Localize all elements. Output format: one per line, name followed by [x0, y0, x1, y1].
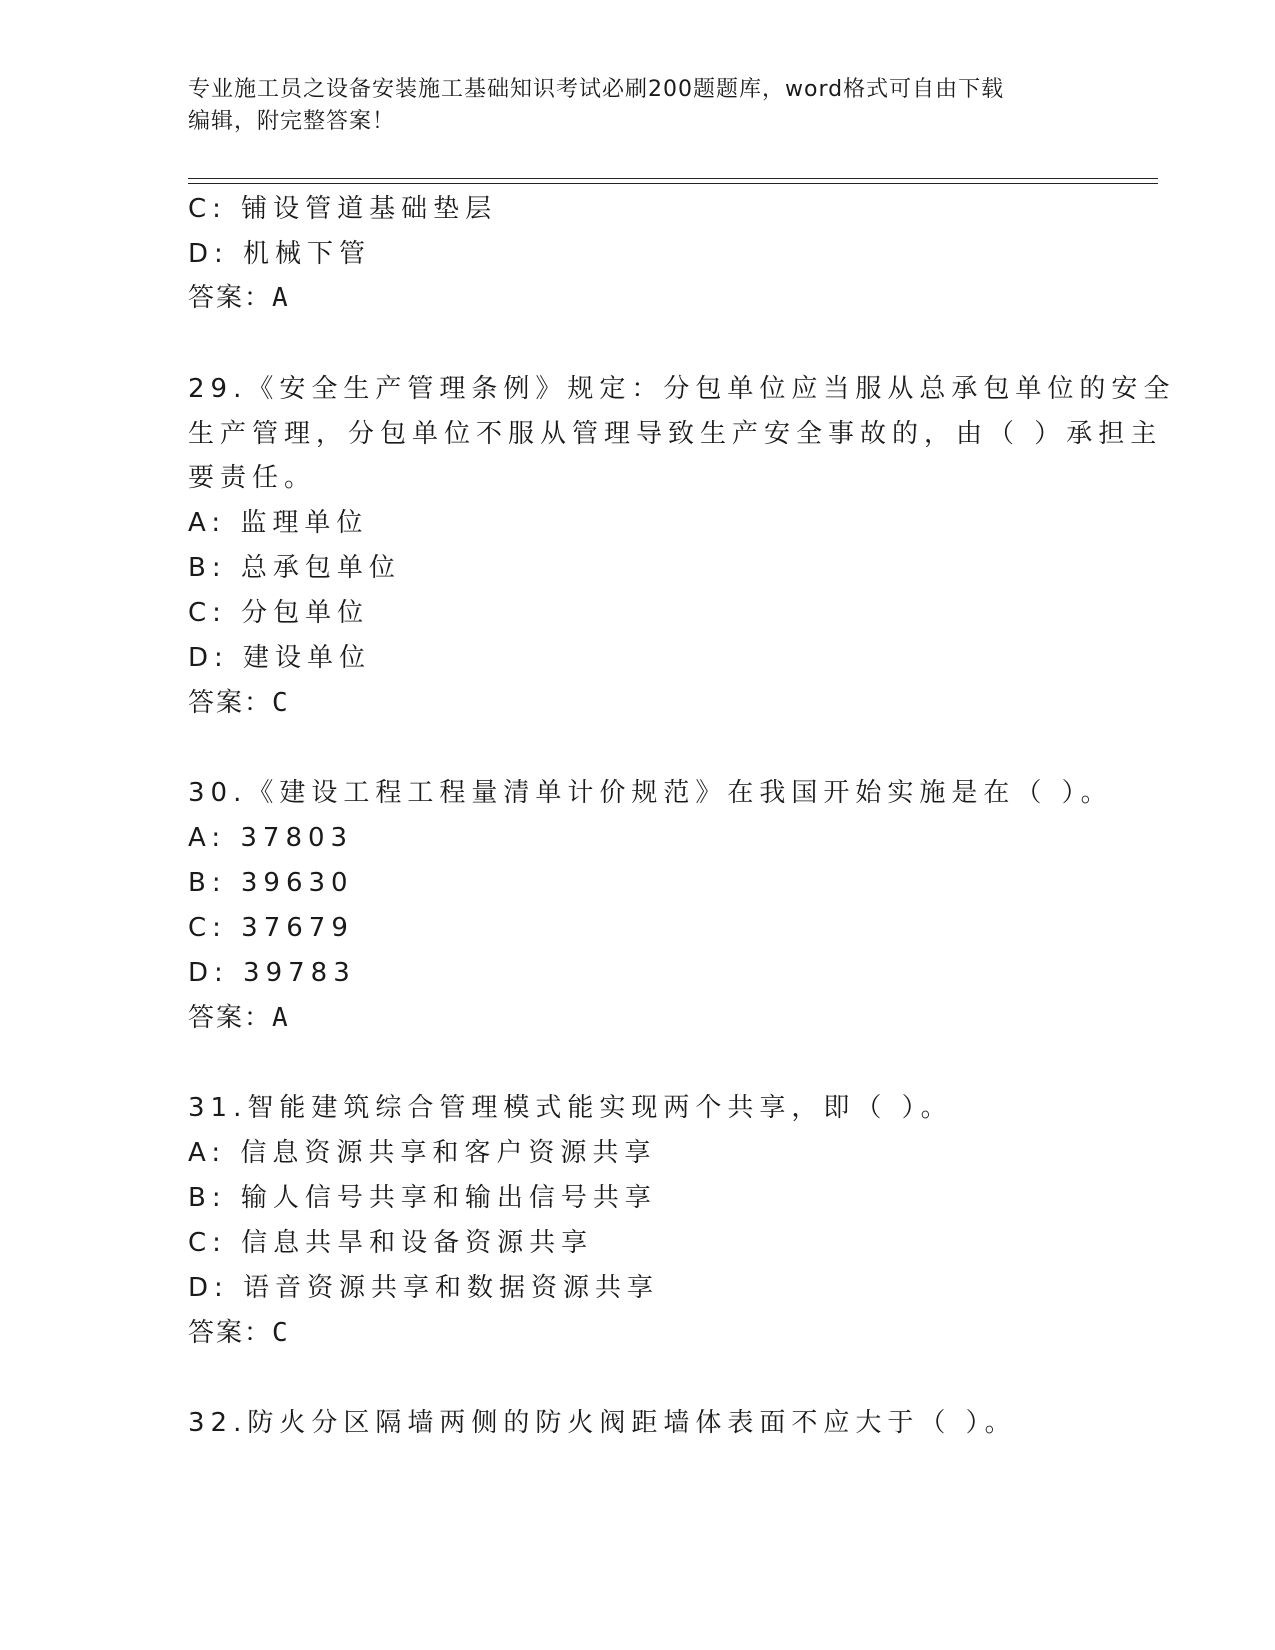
question-30-option-b: B: 39630 — [188, 868, 354, 898]
question-29-line-3: 要责任。 — [188, 463, 317, 493]
question-30-option-a: A: 37803 — [188, 823, 354, 853]
header-divider-bottom — [188, 183, 1158, 184]
option-d: D: 机械下管 — [188, 239, 372, 269]
question-30-answer: 答案：A — [188, 1003, 290, 1033]
question-29-option-b: B: 总承包单位 — [188, 553, 401, 583]
question-31-answer: 答案：C — [188, 1318, 290, 1348]
question-29-option-a: A: 监理单位 — [188, 508, 369, 538]
question-29-option-d: D: 建设单位 — [188, 643, 372, 673]
question-32-line-1: 32.防火分区隔墙两侧的防火阀距墙体表面不应大于（ ）。 — [188, 1408, 1017, 1438]
question-31-option-d: D: 语音资源共享和数据资源共享 — [188, 1273, 660, 1303]
answer: 答案：A — [188, 283, 290, 313]
document-header — [188, 74, 1068, 138]
question-31-line-1: 31.智能建筑综合管理模式能实现两个共享，即（ ）。 — [188, 1093, 953, 1123]
question-31-option-a: A: 信息资源共享和客户资源共享 — [188, 1138, 657, 1168]
question-29-answer: 答案：C — [188, 688, 290, 718]
header-line-2: 编辑，附完整答案！ — [188, 109, 396, 134]
question-29-line-1: 29.《安全生产管理条例》规定：分包单位应当服从总承包单位的安全 — [188, 374, 1176, 404]
question-30-line-1: 30.《建设工程工程量清单计价规范》在我国开始实施是在（ ）。 — [188, 778, 1113, 808]
question-30-option-d: D: 39783 — [188, 958, 356, 988]
question-31-option-c: C: 信息共旱和设备资源共享 — [188, 1228, 594, 1258]
question-31-option-b: B: 输人信号共享和输出信号共享 — [188, 1183, 657, 1213]
option-c: C: 铺设管道基础垫层 — [188, 194, 498, 224]
header-line-1: 专业施工员之设备安装施工基础知识考试必刷200题题库，word格式可自由下载 — [188, 77, 1005, 102]
question-29-option-c: C: 分包单位 — [188, 598, 370, 628]
question-29-line-2: 生产管理，分包单位不服从管理导致生产安全事故的，由（ ）承担主 — [188, 419, 1163, 449]
header-divider-top — [188, 178, 1158, 179]
question-30-option-c: C: 37679 — [188, 913, 354, 943]
